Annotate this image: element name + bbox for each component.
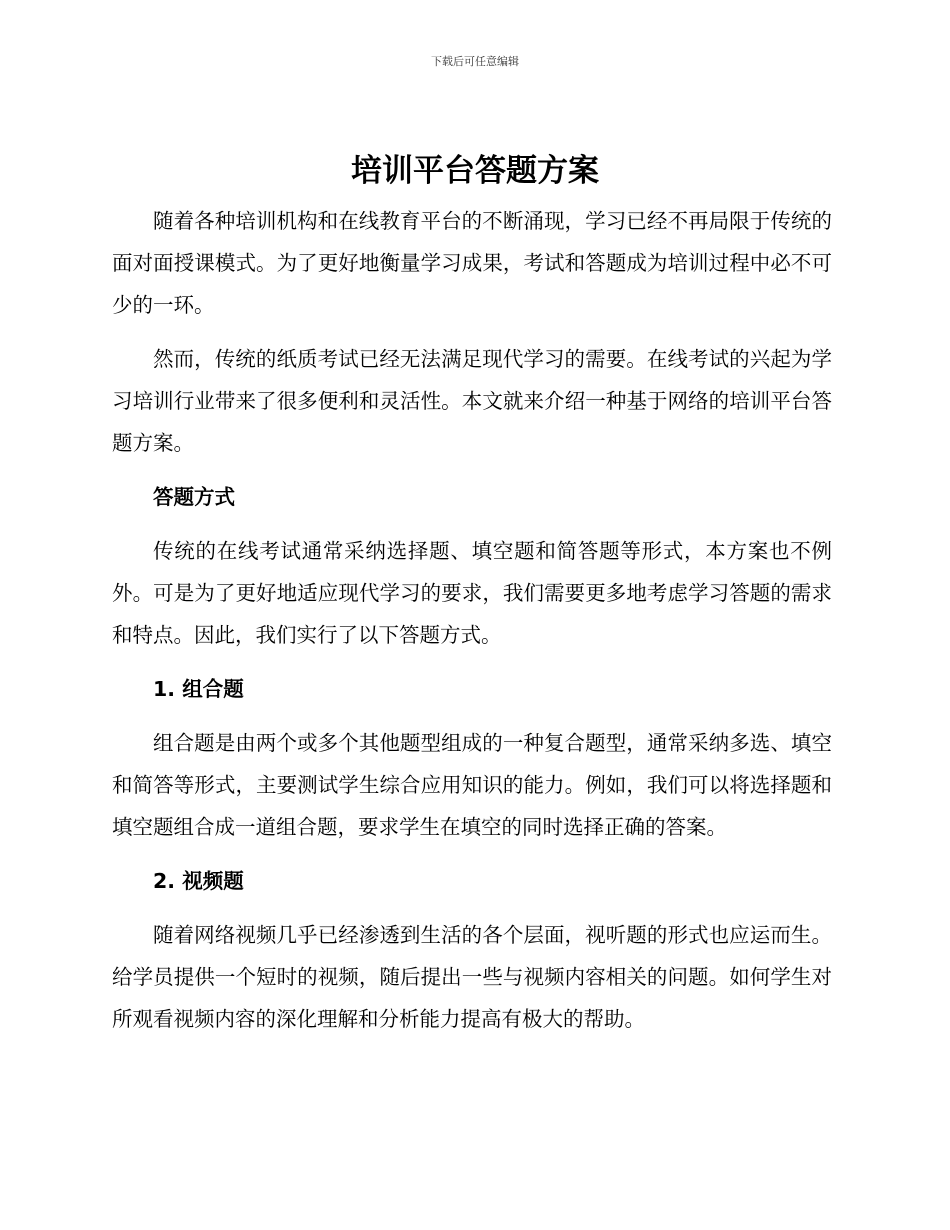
document-title: 培训平台答题方案 (351, 153, 599, 189)
paragraph-combined-questions: 组合题是由两个或多个其他题型组成的一种复合题型，通常采纳多选、填空和简答等形式，主要测试学生综合应用知识的能力。例如，我们可以将选择题和填空题组合成一道组合题，要求学生在填空的同时选择正确的答案。 (112, 731, 832, 839)
paragraph-gap (112, 710, 832, 722)
paragraph-online-exam: 然而，传统的纸质考试已经无法满足现代学习的需要。在线考试的兴起为学习培训行业带来了很多便利和灵活性。本文就来介绍一种基于网络的培训平台答题方案。 (112, 347, 832, 455)
paragraph-gap (112, 464, 832, 476)
paragraph-gap (112, 902, 832, 914)
paragraph-intro: 随着各种培训机构和在线教育平台的不断涌现，学习已经不再局限于传统的面对面授课模式。为了更好地衡量学习成果，考试和答题成为培训过程中必不可少的一环。 (112, 209, 832, 317)
paragraph-gap (112, 326, 832, 338)
header-note: 下载后可任意编辑 (431, 55, 519, 68)
paragraph-gap (112, 848, 832, 860)
paragraph-video-questions: 随着网络视频几乎已经渗透到生活的各个层面，视听题的形式也应运而生。给学员提供一个短时的视频，随后提出一些与视频内容相关的问题。如何学生对所观看视频内容的深化理解和分析能力提高有极大的帮助。 (112, 923, 832, 1031)
paragraph-answer-methods: 传统的在线考试通常采纳选择题、填空题和简答题等形式，本方案也不例外。可是为了更好地适应现代学习的要求，我们需要更多地考虑学习答题的需求和特点。因此，我们实行了以下答题方式。 (112, 539, 832, 647)
section-heading-combined-questions: 1. 组合题 (153, 677, 244, 701)
section-heading-answer-methods: 答题方式 (153, 485, 235, 509)
paragraph-gap (112, 518, 832, 530)
paragraph-gap (112, 656, 832, 668)
section-heading-video-questions: 2. 视频题 (153, 869, 244, 893)
document-body (112, 200, 832, 1040)
